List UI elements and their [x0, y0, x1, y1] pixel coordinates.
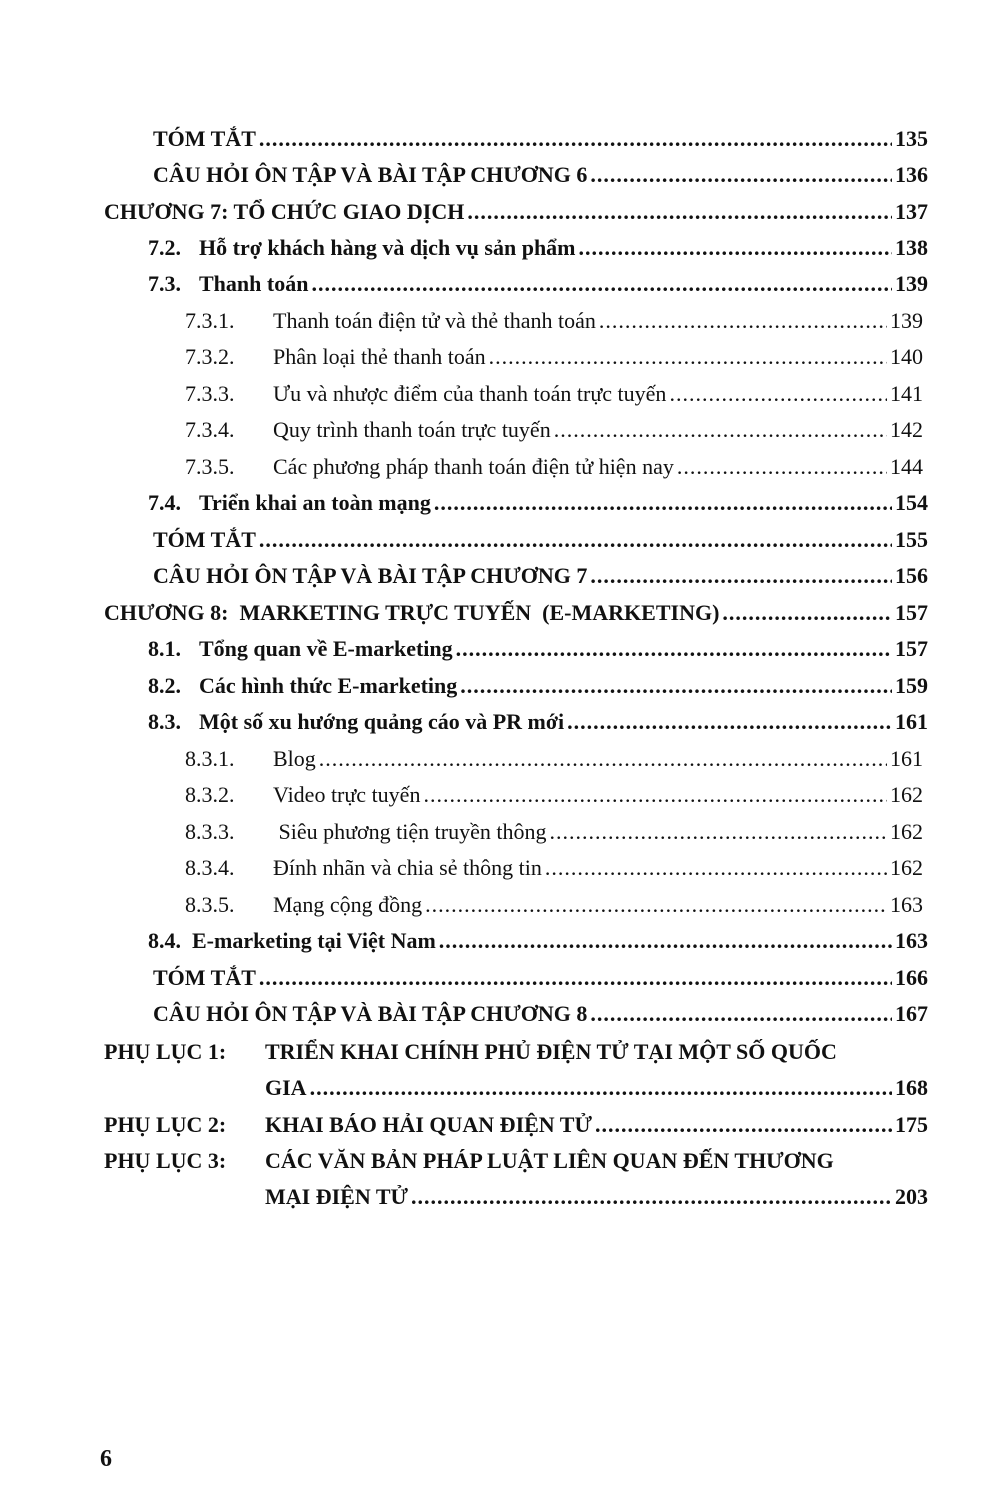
toc-entry-chapter-8: CHƯƠNG 8: MARKETING TRỰC TUYẾN (E-MARKETING) ..... 157	[104, 600, 928, 626]
toc-entry-8-3-1: 8.3.1. Blog ..... 161	[185, 746, 923, 772]
toc-entry-summary-6: TÓM TẮT ..... 135	[153, 126, 928, 152]
toc-entry-8-3-3: 8.3.3. Siêu phương tiện truyền thông ..... 162	[185, 819, 923, 845]
toc-entry-8-3-5: 8.3.5. Mạng cộng đồng ..... 163	[185, 892, 923, 918]
toc-entry-7-3-5: 7.3.5. Các phương pháp thanh toán điện tử hiện nay ..... 144	[185, 454, 923, 480]
toc-entry-appendix-1: GIA ..... 168	[265, 1075, 928, 1101]
toc-entry-summary-7: TÓM TẮT ..... 155	[153, 527, 928, 553]
toc-entry-7-3-3: 7.3.3. Ưu và nhược điểm của thanh toán trực tuyến ..... 141	[185, 381, 923, 407]
toc-entry-appendix-3: MẠI ĐIỆN TỬ ..... 203	[265, 1184, 928, 1210]
toc-entry-8-3: 8.3. Một số xu hướng quảng cáo và PR mới ..... 161	[148, 709, 928, 735]
appendix-1-label: PHỤ LỤC 1:	[104, 1039, 227, 1064]
toc-entry-chapter-7: CHƯƠNG 7: TỔ CHỨC GIAO DỊCH ..... 137	[104, 199, 928, 225]
toc-entry-review-6: CÂU HỎI ÔN TẬP VÀ BÀI TẬP CHƯƠNG 6 ..... 136	[153, 162, 928, 188]
toc-entry-review-7: CÂU HỎI ÔN TẬP VÀ BÀI TẬP CHƯƠNG 7 ..... 156	[153, 563, 928, 589]
toc-entry-summary-8: TÓM TẮT ..... 166	[153, 965, 928, 991]
appendix-2-label: PHỤ LỤC 2:	[104, 1112, 227, 1137]
toc-entry-8-3-2: 8.3.2. Video trực tuyến ..... 162	[185, 782, 923, 808]
appendix-3-title-line1: CÁC VĂN BẢN PHÁP LUẬT LIÊN QUAN ĐẾN THƯƠNG	[265, 1148, 834, 1173]
toc-entry-7-3: 7.3. Thanh toán ..... 139	[148, 271, 928, 297]
toc-entry-review-8: CÂU HỎI ÔN TẬP VÀ BÀI TẬP CHƯƠNG 8 ..... 167	[153, 1001, 928, 1027]
toc-entry-7-4: 7.4. Triển khai an toàn mạng ..... 154	[148, 490, 928, 516]
toc-entry-8-1: 8.1. Tổng quan về E-marketing ..... 157	[148, 636, 928, 662]
appendix-3-label: PHỤ LỤC 3:	[104, 1148, 227, 1173]
toc-entry-7-3-2: 7.3.2. Phân loại thẻ thanh toán ..... 140	[185, 344, 923, 370]
toc-entry-8-4: 8.4. E-marketing tại Việt Nam ..... 163	[148, 928, 928, 954]
toc-entry-8-2: 8.2. Các hình thức E-marketing ..... 159	[148, 673, 928, 699]
page-number: 6	[100, 1446, 112, 1472]
toc-entry-appendix-2: KHAI BÁO HẢI QUAN ĐIỆN TỬ ..... 175	[265, 1112, 928, 1138]
toc-entry-7-2: 7.2. Hỗ trợ khách hàng và dịch vụ sản phẩm ..... 138	[148, 235, 928, 261]
toc-entry-8-3-4: 8.3.4. Đính nhãn và chia sẻ thông tin ..... 162	[185, 855, 923, 881]
appendix-1-title-line1: TRIỂN KHAI CHÍNH PHỦ ĐIỆN TỬ TẠI MỘT SỐ QUỐC	[265, 1039, 837, 1064]
toc-entry-7-3-4: 7.3.4. Quy trình thanh toán trực tuyến ..... 142	[185, 417, 923, 443]
toc-entry-7-3-1: 7.3.1. Thanh toán điện tử và thẻ thanh toán ..... 139	[185, 308, 923, 334]
